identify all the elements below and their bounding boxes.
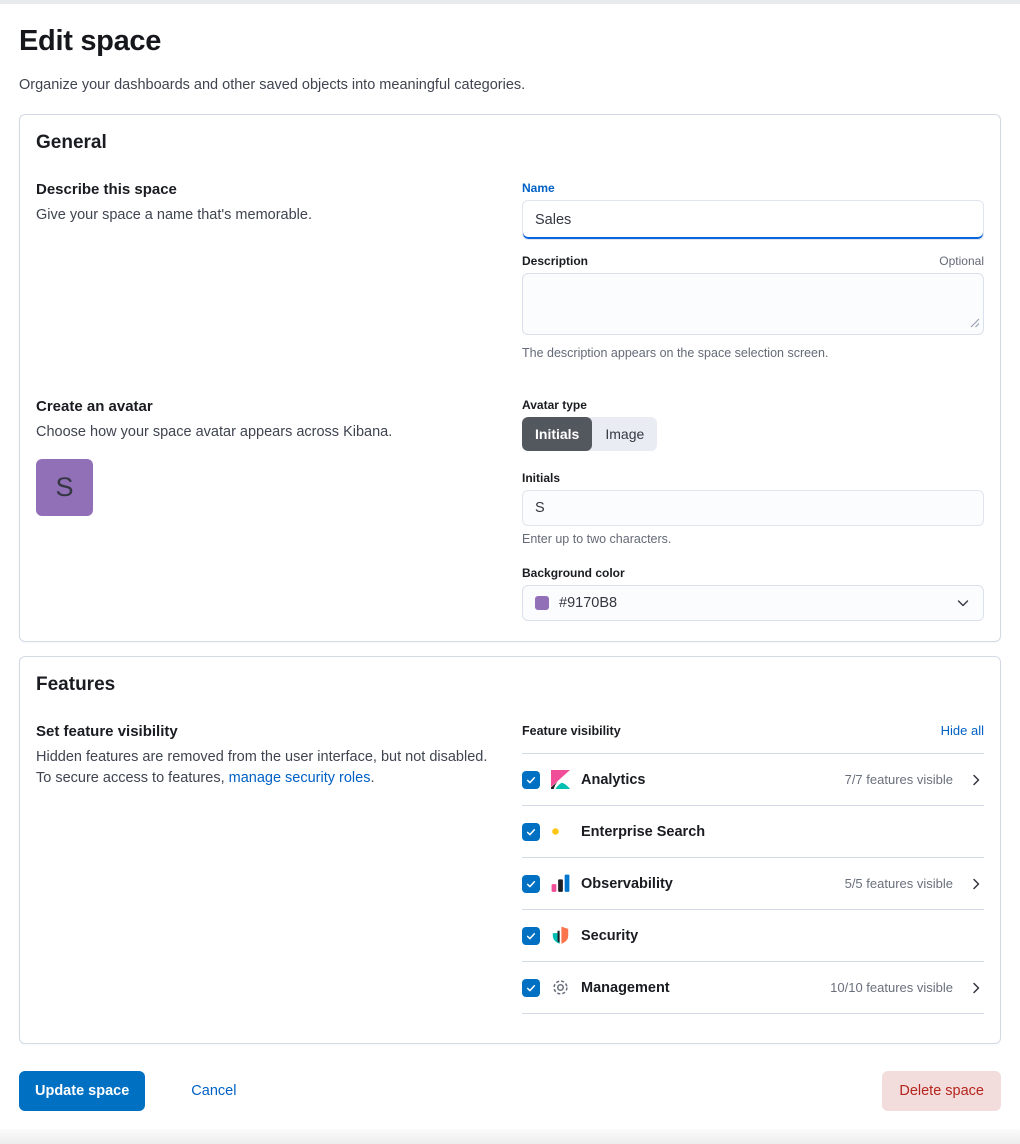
enterprise-search-icon xyxy=(551,822,570,841)
analytics-checkbox[interactable] xyxy=(522,771,540,789)
avatar-type-button-group xyxy=(522,417,657,451)
avatar-type-image-button[interactable]: Image xyxy=(605,426,645,442)
textarea-resize-handle[interactable] xyxy=(970,315,980,333)
delete-space-button[interactable]: Delete space xyxy=(882,1071,1001,1111)
avatar-title: Create an avatar xyxy=(36,398,153,415)
description-optional-badge: Optional xyxy=(939,254,984,268)
background-color-value: #9170B8 xyxy=(559,595,618,611)
page-title: Edit space xyxy=(19,25,162,57)
analytics-count: 7/7 features visible xyxy=(844,772,953,787)
management-checkbox[interactable] xyxy=(522,979,540,997)
name-label: Name xyxy=(522,181,555,195)
feature-visibility-list-label: Feature visibility xyxy=(522,724,621,738)
description-label: Description xyxy=(522,254,589,268)
observability-checkbox[interactable] xyxy=(522,875,540,893)
manage-security-roles-link[interactable]: manage security roles xyxy=(228,770,371,787)
feature-list xyxy=(522,753,984,1014)
initials-input[interactable] xyxy=(522,490,984,526)
hide-all-link[interactable]: Hide all xyxy=(940,723,984,738)
observability-chevron-right-icon[interactable] xyxy=(968,876,984,892)
avatar-subtitle: Choose how your space avatar appears across Kibana. xyxy=(36,424,393,440)
edit-space-page xyxy=(0,4,1020,1111)
description-help: The description appears on the space selection screen. xyxy=(522,346,829,360)
avatar-type-label: Avatar type xyxy=(522,398,587,412)
background-color-picker[interactable] xyxy=(522,585,984,621)
features-heading: Features xyxy=(36,674,116,695)
describe-title: Describe this space xyxy=(36,181,177,198)
general-heading: General xyxy=(36,132,107,153)
feature-row-analytics: Analytics 7/7 features visible xyxy=(522,754,984,806)
chevron-down-icon xyxy=(955,595,971,611)
initials-help: Enter up to two characters. xyxy=(522,532,672,546)
space-description-textarea[interactable] xyxy=(522,273,984,335)
space-name-input[interactable] xyxy=(522,200,984,240)
avatar-row xyxy=(36,398,984,621)
enterprise-search-checkbox[interactable] xyxy=(522,823,540,841)
update-space-button[interactable]: Update space xyxy=(19,1071,145,1111)
initials-label: Initials xyxy=(522,471,561,485)
feature-visibility-description: Hidden features are removed from the user interface, but not disabled. To secure access to features, manage security roles. xyxy=(36,749,488,787)
security-checkbox[interactable] xyxy=(522,927,540,945)
cancel-button[interactable]: Cancel xyxy=(191,1083,237,1099)
form-actions xyxy=(19,1071,1001,1111)
observability-icon xyxy=(551,874,570,893)
features-panel xyxy=(19,656,1001,1044)
describe-subtitle: Give your space a name that's memorable. xyxy=(36,207,312,223)
analytics-chevron-right-icon[interactable] xyxy=(968,772,984,788)
background-color-label: Background color xyxy=(522,566,625,580)
management-gear-icon xyxy=(551,978,570,997)
page-subtitle: Organize your dashboards and other saved objects into meaningful categories. xyxy=(19,77,526,93)
describe-row xyxy=(36,181,984,360)
observability-count: 5/5 features visible xyxy=(844,876,953,891)
feature-row-management: Management 10/10 features visible xyxy=(522,962,984,1014)
feature-row-observability: Observability 5/5 features visible xyxy=(522,858,984,910)
management-chevron-right-icon[interactable] xyxy=(968,980,984,996)
feature-visibility-title: Set feature visibility xyxy=(36,723,178,740)
management-count: 10/10 features visible xyxy=(830,980,953,995)
analytics-kibana-icon xyxy=(551,770,570,789)
avatar-type-initials-button[interactable]: Initials xyxy=(522,417,592,451)
security-shield-icon xyxy=(551,926,570,945)
feature-row-enterprise-search: Enterprise Search xyxy=(522,806,984,858)
feature-row-security: Security xyxy=(522,910,984,962)
space-avatar-preview: S xyxy=(36,459,93,516)
general-panel xyxy=(19,114,1001,642)
color-swatch xyxy=(535,596,549,610)
